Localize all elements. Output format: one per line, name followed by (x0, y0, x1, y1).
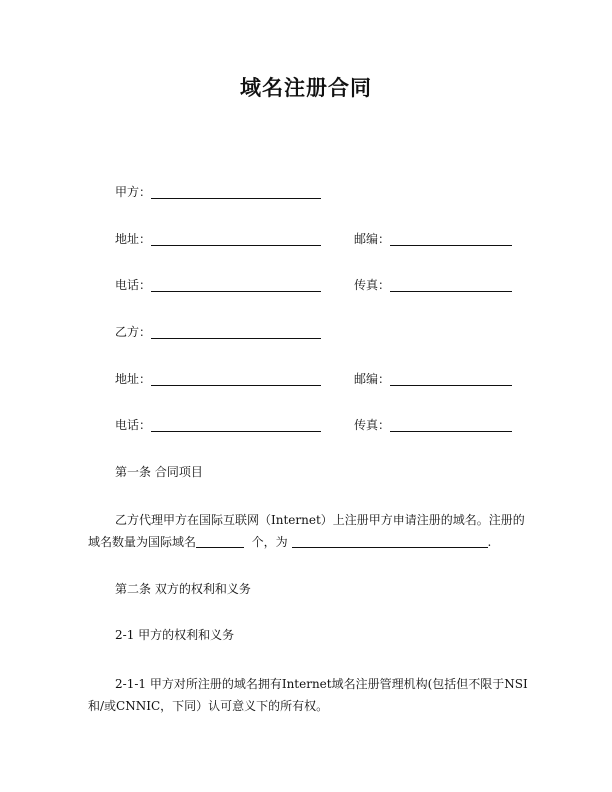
section-2-1-1-line-2: 和/或CNNIC，下同）认可意义下的所有权。 (88, 699, 329, 713)
article-1-line-1: 乙方代理甲方在国际互联网（Internet）上注册甲方申请注册的域名。注册的 (115, 513, 525, 527)
party-b-address-blank[interactable] (151, 372, 321, 386)
party-b-address-label: 地址： (115, 372, 152, 386)
party-a-address-blank[interactable] (151, 232, 321, 246)
party-a-postcode-field (354, 232, 512, 246)
section-2-1-1-paragraph (88, 673, 528, 717)
party-a-address-field (115, 232, 321, 246)
document-title: 域名注册合同 (240, 76, 372, 100)
party-a-phone-blank[interactable] (151, 278, 321, 292)
domain-name-blank[interactable] (292, 534, 488, 548)
party-b-postcode-blank[interactable] (390, 372, 512, 386)
article-1-heading: 第一条 合同项目 (115, 465, 203, 479)
party-b-postcode-label: 邮编： (354, 372, 391, 386)
party-b-phone-field (115, 418, 321, 432)
article-1-line-2b: 个，为 (251, 535, 288, 549)
party-a-field (115, 185, 321, 199)
article-1-line-2c: . (487, 535, 492, 549)
party-b-address-field (115, 372, 321, 386)
party-a-phone-field (115, 278, 321, 292)
party-a-blank[interactable] (151, 185, 321, 199)
party-b-label: 乙方： (115, 325, 152, 339)
party-b-fax-field (354, 418, 512, 432)
party-a-fax-label: 传真： (354, 278, 391, 292)
article-2-heading: 第二条 双方的权利和义务 (115, 582, 251, 596)
party-b-fax-label: 传真： (354, 418, 391, 432)
party-b-blank[interactable] (151, 325, 321, 339)
party-a-postcode-label: 邮编： (354, 232, 391, 246)
party-b-phone-blank[interactable] (151, 418, 321, 432)
party-b-fax-blank[interactable] (390, 418, 512, 432)
party-b-postcode-field (354, 372, 512, 386)
party-a-postcode-blank[interactable] (390, 232, 512, 246)
section-2-1-1-line-1: 2-1-1 甲方对所注册的域名拥有Internet域名注册管理机构(包括但不限于NSI (115, 677, 528, 691)
party-a-phone-label: 电话： (115, 278, 152, 292)
domain-count-blank[interactable] (196, 534, 244, 548)
section-2-1-heading: 2-1 甲方的权利和义务 (115, 628, 235, 642)
article-1-line-2a: 域名数量为国际域名 (88, 535, 197, 549)
party-b-phone-label: 电话： (115, 418, 152, 432)
party-a-fax-blank[interactable] (390, 278, 512, 292)
party-a-address-label: 地址： (115, 232, 152, 246)
party-b-field (115, 325, 321, 339)
article-1-paragraph (88, 509, 528, 553)
party-a-label: 甲方： (115, 185, 152, 199)
party-a-fax-field (354, 278, 512, 292)
